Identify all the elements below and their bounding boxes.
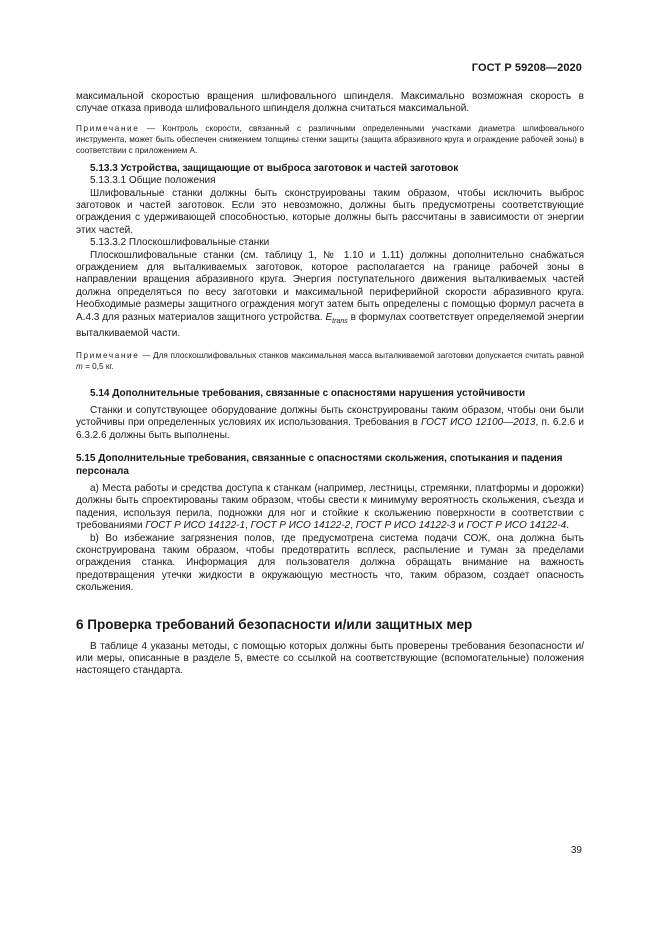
separator: , [245, 520, 251, 532]
note-text-b: = 0,5 кг. [82, 361, 114, 371]
paragraph-5-13-3-1: Шлифовальные станки должны быть сконструированы таким образом, чтобы исключить выброс заготовок и частей заготовок. Если это невозможно, должны быть предусмотрены соответствующие ограждения с удерживающей способностью, которые должны быть рассчитаны в зависимости от энергии этих частей. [76, 187, 584, 236]
standard-reference-3: ГОСТ Р ИСО 14122-3 [355, 520, 456, 532]
paragraph-5-13-3-2 [76, 250, 584, 341]
separator: . [566, 520, 570, 532]
separator: и [455, 520, 467, 532]
paragraph-text-b: , п. 6.2.6 и 6.3.2.6 должны быть выполнены. [76, 417, 584, 441]
paragraph-text-a: Станки и сопутствующее оборудование должны быть сконструированы таким образом, чтобы они были устойчивы при определенных условиях их использования. Требования в [76, 404, 584, 429]
continued-line-2: случае отказа привода шлифовального шпинделя должна считаться максимальной. [76, 103, 470, 115]
note-1 [76, 123, 584, 156]
section-heading-5-13-3: 5.13.3 Устройства, защищающие от выброса заготовок и частей заготовок [90, 162, 459, 174]
section-heading-6: 6 Проверка требований безопасности и/или защитных мер [76, 616, 473, 632]
separator: , [350, 520, 356, 532]
mass-symbol: m [76, 361, 83, 371]
standard-reference-4: ГОСТ Р ИСО 14122-4 [466, 520, 567, 532]
paragraph-text-a: Плоскошлифовальные станки (см. таблицу 1, № 1.10 и 1.11) должны дополнительно снабжаться ограждением для выталкиваемых заготовок, которое располагается на границе рабочей зоны в направлении вращения абразивного круга. Энергия поступательного движения выталкиваемых частей должна определяться по весу заготовки и максимальной периферийной скорости абразивного круга. Необходимые размеры защитного ограждения могут затем быть определены с помощью формул расчета в А.4.3 для разных материалов защитного устройства. [76, 249, 584, 323]
note-2 [76, 350, 584, 372]
paragraph-5-14 [76, 405, 584, 442]
document-id-header: ГОСТ Р 59208—2020 [471, 62, 582, 74]
continued-line-1: максимальной скоростью вращения шлифовального шпинделя. Максимально возможная скорость в [76, 91, 584, 102]
note-label: Примечание [76, 350, 140, 360]
energy-subscript: trans [332, 317, 348, 325]
page-content [76, 91, 584, 678]
continued-paragraph-end [76, 103, 584, 115]
subsection-heading-5-13-3-1: 5.13.3.1 Общие положения [90, 175, 216, 187]
paragraph-5-15-b: b) Во избежание загрязнения полов, где предусмотрена система подачи СОЖ, она должна быть сконструирована таким образом, чтобы предотвратить всплеск, распыление и туман за пределами ограждения станка. Информация для пользователя должна обращать внимание на важность предотвращения утечки жидкости в окружающую местность что, таким образом, создает опасность скольжения. [76, 532, 584, 594]
section-heading-5-15: 5.15 Дополнительные требования, связанные с опасностями скольжения, спотыкания и падения персонала [76, 453, 563, 477]
standard-reference-2: ГОСТ Р ИСО 14122-2 [250, 520, 351, 532]
standard-reference: ГОСТ ИСО 12100—2013 [421, 417, 536, 429]
note-text: — Контроль скорости, связанный с различными определенными участками диаметра шлифовального инструмента, может быть обеспечен снижением толщины стенки защиты (защита абразивного круга и ограждение рабочей зоны) в соответствии с приложением А. [76, 123, 584, 155]
page-number: 39 [570, 845, 582, 856]
note-text-a: — Для плоскошлифовальных станков максимальная масса выталкиваемой заготовки допускается считать равной [139, 350, 584, 360]
energy-symbol: E [325, 311, 333, 323]
standard-reference-1: ГОСТ Р ИСО 14122-1 [145, 520, 246, 532]
note-label: Примечание [76, 123, 140, 133]
continued-paragraph [76, 91, 584, 103]
paragraph-text-b: в формулах соответствует определяемой энергии выталкиваемой части. [76, 311, 584, 340]
paragraph-5-15-a [76, 483, 584, 533]
subsection-heading-5-13-3-2: 5.13.3.2 Плоскошлифовальные станки [90, 237, 270, 249]
section-heading-5-14: 5.14 Дополнительные требования, связанные с опасностями нарушения устойчивости [90, 387, 526, 399]
paragraph-6: В таблице 4 указаны методы, с помощью которых должны быть проверены требования безопасности и/или меры, описанные в разделе 5, вместе со ссылкой на соответствующие (вспомогательные) положения настоящего стандарта. [76, 640, 584, 677]
paragraph-text: а) Места работы и средства доступа к станкам (например, лестницы, стремянки, платформы и дорожки) должны быть спроектированы таким образом, чтобы свести к минимуму вероятность скольжения, съезда и падения, используя перила, подножки для ног и стойкие к скольжению поверхности в соответствии с требованиями [76, 482, 584, 532]
